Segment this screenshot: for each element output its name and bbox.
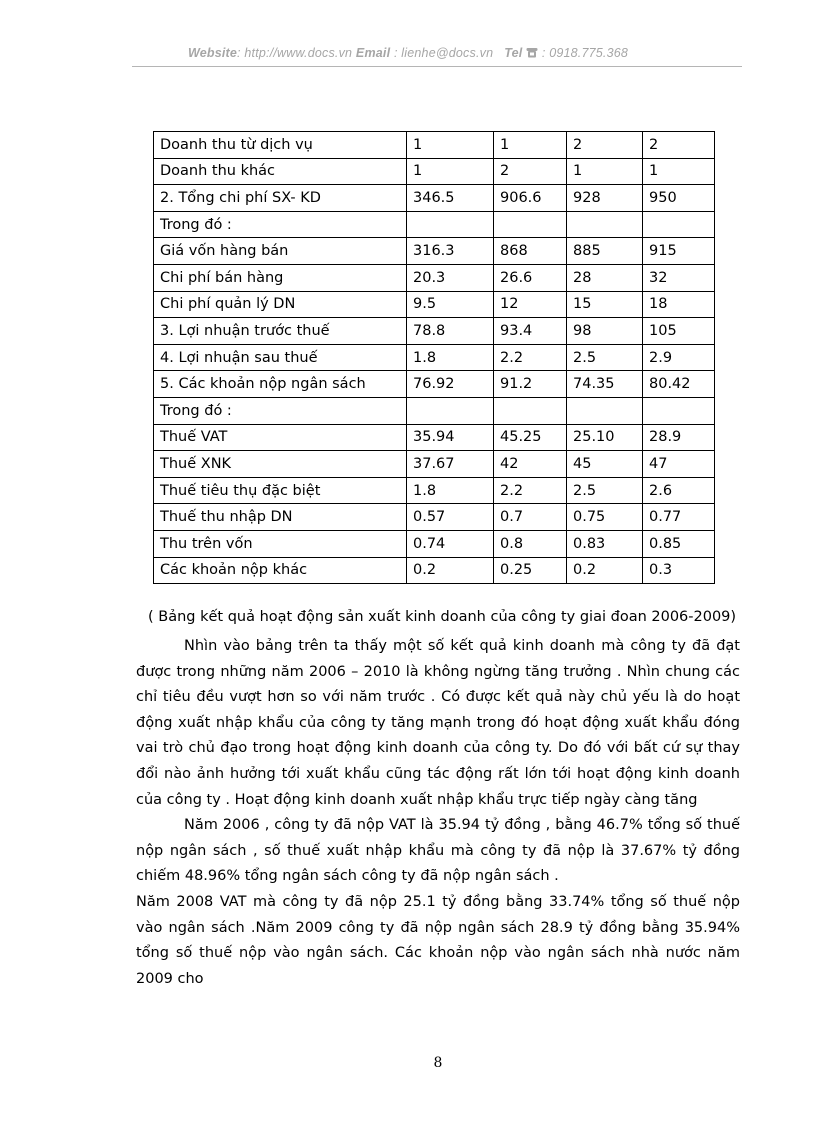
table-row [154,397,715,424]
row-label-cell: Thuế tiêu thụ đặc biệt [154,477,407,504]
value-cell: 2.2 [494,344,567,371]
value-cell: 47 [643,451,715,478]
value-cell: 26.6 [494,264,567,291]
value-cell: 45.25 [494,424,567,451]
value-cell: 74.35 [567,371,643,398]
value-cell: 2.9 [643,344,715,371]
body-text [136,634,740,992]
row-label-cell: 2. Tổng chi phí SX- KD [154,185,407,212]
value-cell [407,211,494,238]
value-cell: 15 [567,291,643,318]
website-value: : http://www.docs.vn [237,46,353,60]
value-cell: 885 [567,238,643,265]
table-row [154,185,715,212]
value-cell: 2 [567,132,643,159]
table-row [154,158,715,185]
table-caption: ( Bảng kết quả hoạt động sản xuất kinh doanh của công ty giai đoan 2006-2009) [148,609,737,625]
value-cell: 0.7 [494,504,567,531]
table-row [154,211,715,238]
value-cell: 0.85 [643,530,715,557]
value-cell: 1 [643,158,715,185]
value-cell: 45 [567,451,643,478]
row-label-cell: Thu trên vốn [154,530,407,557]
row-label-cell: Doanh thu từ dịch vụ [154,132,407,159]
table-row [154,557,715,584]
value-cell: 25.10 [567,424,643,451]
table-row [154,504,715,531]
paragraph: Năm 2008 VAT mà công ty đã nộp 25.1 tỷ đồng bằng 33.74% tổng số thuế nộp vào ngân sách .Năm 2009 công ty đã nộp ngân sách 28.9 tỷ đồng bằng 35.94% tổng số thuế nộp vào ngân sách. Các khoản nộp vào ngân sách nhà nước năm 2009 cho [136,893,740,987]
value-cell: 1 [407,158,494,185]
value-cell [494,211,567,238]
table-row [154,451,715,478]
value-cell: 76.92 [407,371,494,398]
email-label: Email [355,46,391,60]
value-cell: 20.3 [407,264,494,291]
value-cell: 91.2 [494,371,567,398]
value-cell: 906.6 [494,185,567,212]
value-cell: 98 [567,318,643,345]
tel-label: Tel [504,46,523,60]
value-cell: 346.5 [407,185,494,212]
value-cell: 868 [494,238,567,265]
table-row [154,264,715,291]
value-cell: 12 [494,291,567,318]
row-label-cell: Giá vốn hàng bán [154,238,407,265]
value-cell: 928 [567,185,643,212]
row-label-cell: Trong đó : [154,397,407,424]
telephone-icon [526,46,542,60]
value-cell: 9.5 [407,291,494,318]
row-label-cell: 3. Lợi nhuận trước thuế [154,318,407,345]
value-cell: 0.2 [567,557,643,584]
tel-value: : 0918.775.368 [541,46,629,60]
value-cell: 950 [643,185,715,212]
page-header [0,46,816,60]
value-cell: 80.42 [643,371,715,398]
row-label-cell: Chi phí bán hàng [154,264,407,291]
row-label-cell: Trong đó : [154,211,407,238]
row-label-cell: Doanh thu khác [154,158,407,185]
value-cell: 28.9 [643,424,715,451]
value-cell: 0.8 [494,530,567,557]
value-cell: 0.25 [494,557,567,584]
table-row [154,371,715,398]
value-cell: 32 [643,264,715,291]
value-cell: 28 [567,264,643,291]
value-cell [407,397,494,424]
value-cell: 1 [494,132,567,159]
value-cell: 0.75 [567,504,643,531]
table-body [154,132,715,584]
email-value: : lienhe@docs.vn [393,46,494,60]
table-row [154,477,715,504]
value-cell: 1.8 [407,477,494,504]
header-divider [132,66,742,67]
value-cell: 0.2 [407,557,494,584]
website-label: Website [187,46,238,60]
table-row [154,424,715,451]
table-row [154,132,715,159]
business-results-table [153,131,715,584]
value-cell: 0.57 [407,504,494,531]
value-cell: 316.3 [407,238,494,265]
table-row [154,238,715,265]
table-row [154,291,715,318]
value-cell [567,211,643,238]
paragraph: Nhìn vào bảng trên ta thấy một số kết quả kinh doanh mà công ty đã đạt được trong những năm 2006 – 2010 là không ngừng tăng trưởng . Nhìn chung các chỉ tiêu đều vượt hơn so với năm trước . Có được kết quả này chủ yếu là do hoạt động xuất nhập khẩu của công ty tăng mạnh trong đó hoạt động xuất khẩu đóng vai trò chủ đạo trong hoạt động kinh doanh của công ty. Do đó với bất cứ sự thay đổi nào ảnh hưởng tới xuất khẩu cũng tác động rất lớn tới hoạt động kinh doanh của công ty . Hoạt động kinh doanh xuất nhập khẩu trực tiếp ngày càng tăng [136,638,740,808]
value-cell [643,397,715,424]
value-cell: 915 [643,238,715,265]
row-label-cell: Thuế thu nhập DN [154,504,407,531]
value-cell: 0.74 [407,530,494,557]
row-label-cell: Chi phí quản lý DN [154,291,407,318]
value-cell: 1.8 [407,344,494,371]
page-number: 8 [433,1055,443,1071]
value-cell: 0.83 [567,530,643,557]
row-label-cell: Các khoản nộp khác [154,557,407,584]
value-cell: 93.4 [494,318,567,345]
value-cell [643,211,715,238]
value-cell [567,397,643,424]
value-cell: 0.77 [643,504,715,531]
value-cell: 2.2 [494,477,567,504]
value-cell: 2 [494,158,567,185]
row-label-cell: 5. Các khoản nộp ngân sách [154,371,407,398]
table-row [154,530,715,557]
row-label-cell: Thuế VAT [154,424,407,451]
value-cell: 35.94 [407,424,494,451]
row-label-cell: 4. Lợi nhuận sau thuế [154,344,407,371]
value-cell: 1 [407,132,494,159]
value-cell: 37.67 [407,451,494,478]
table-row [154,344,715,371]
value-cell: 2.5 [567,477,643,504]
value-cell: 2.6 [643,477,715,504]
value-cell: 78.8 [407,318,494,345]
value-cell: 18 [643,291,715,318]
value-cell [494,397,567,424]
value-cell: 0.3 [643,557,715,584]
table-row [154,318,715,345]
row-label-cell: Thuế XNK [154,451,407,478]
value-cell: 2 [643,132,715,159]
value-cell: 2.5 [567,344,643,371]
value-cell: 105 [643,318,715,345]
paragraph: Năm 2006 , công ty đã nộp VAT là 35.94 tỷ đồng , bằng 46.7% tổng số thuế nộp ngân sách , số thuế xuất nhập khẩu mà công ty đã nộp là 37.67% tỷ đồng chiếm 48.96% tổng ngân sách công ty đã nộp ngân sách . [136,817,740,885]
value-cell: 1 [567,158,643,185]
value-cell: 42 [494,451,567,478]
